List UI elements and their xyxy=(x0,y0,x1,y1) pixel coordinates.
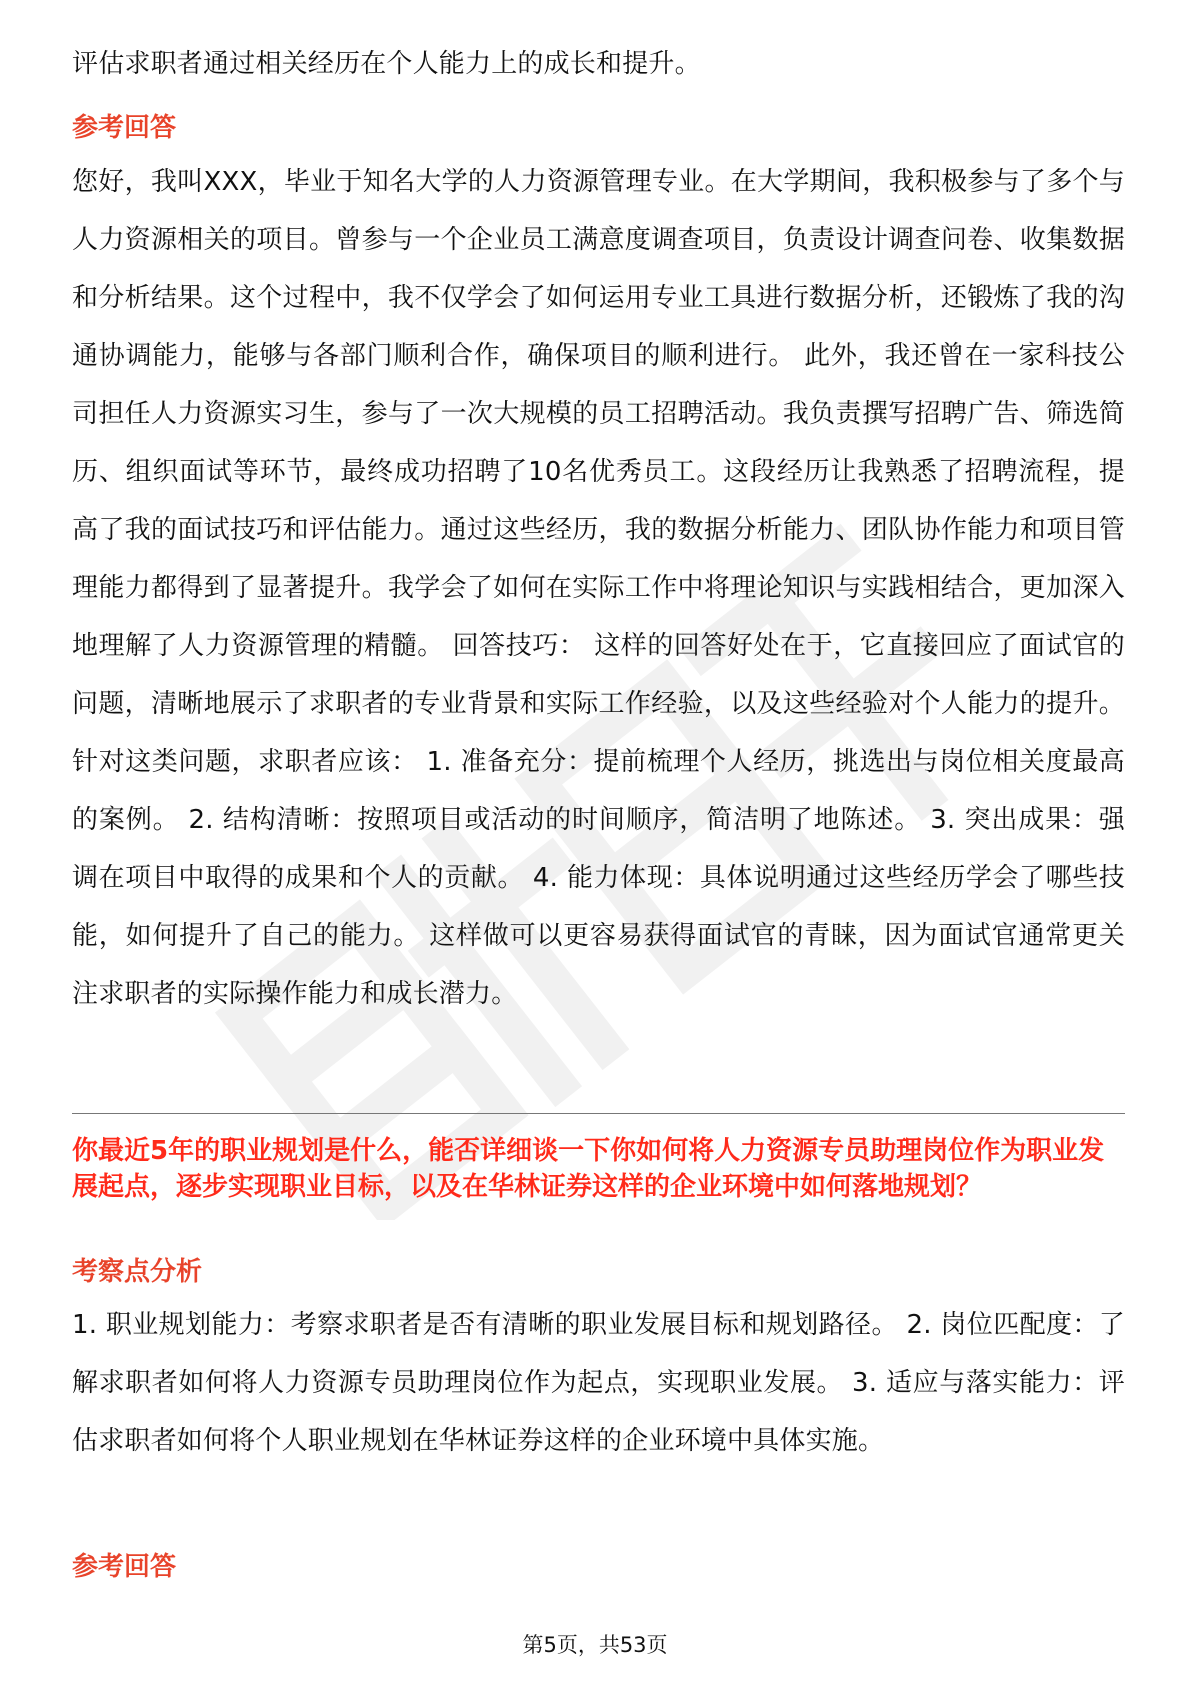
page-number-footer: 第5页，共53页 xyxy=(522,1633,668,1657)
analysis-paragraph: 1. 职业规划能力：考察求职者是否有清晰的职业发展目标和规划路径。 2. 岗位匹配度：了解求职者如何将人力资源专员助理岗位作为起点，实现职业发展。 3. 适应与落实能力：评估求职者如何将个人职业规划在华林证券这样的企业环境中具体实施。 xyxy=(72,1310,1125,1456)
answer-paragraph: 您好，我叫XXX，毕业于知名大学的人力资源管理专业。在大学期间，我积极参与了多个与人力资源相关的项目。曾参与一个企业员工满意度调查项目，负责设计调查问卷、收集数据和分析结果。这个过程中，我不仅学会了如何运用专业工具进行数据分析，还锻炼了我的沟通协调能力，能够与各部门顺利合作，确保项目的顺利进行。 此外，我还曾在一家科技公司担任人力资源实习生，参与了一次大规模的员工招聘活动。我负责撰写招聘广告、筛选简历、组织面试等环节，最终成功招聘了10名优秀员工。这段经历让我熟悉了招聘流程，提高了我的面试技巧和评估能力。通过这些经历，我的数据分析能力、团队协作能力和项目管理能力都得到了显著提升。我学会了如何在实际工作中将理论知识与实践相结合，更加深入地理解了人力资源管理的精髓。 回答技巧： 这样的回答好处在于，它直接回应了面试官的问题，清晰地展示了求职者的专业背景和实际工作经验，以及这些经验对个人能力的提升。针对这类问题，求职者应该： 1. 准备充分：提前梳理个人经历，挑选出与岗位相关度最高的案例。 2. 结构清晰：按照项目或活动的时间顺序，简洁明了地陈述。 3. 突出成果：强调在项目中取得的成果和个人的贡献。 4. 能力体现：具体说明通过这些经历学会了哪些技能，如何提升了自己的能力。 这样做可以更容易获得面试官的青睐，因为面试官通常更关注求职者的实际操作能力和成长潜力。 xyxy=(72,167,1126,1009)
section-divider xyxy=(72,1113,1125,1114)
answer-heading: 参考回答 xyxy=(72,113,177,143)
answer-heading-2: 参考回答 xyxy=(72,1552,177,1582)
document-page xyxy=(72,0,1125,1684)
intro-line: 评估求职者通过相关经历在个人能力上的成长和提升。 xyxy=(72,49,701,79)
analysis-heading: 考察点分析 xyxy=(72,1257,203,1287)
question-heading: 你最近5年的职业规划是什么，能否详细谈一下你如何将人力资源专员助理岗位作为职业发展起点，逐步实现职业目标，以及在华林证券这样的企业环境中如何落地规划？ xyxy=(72,1136,1105,1202)
